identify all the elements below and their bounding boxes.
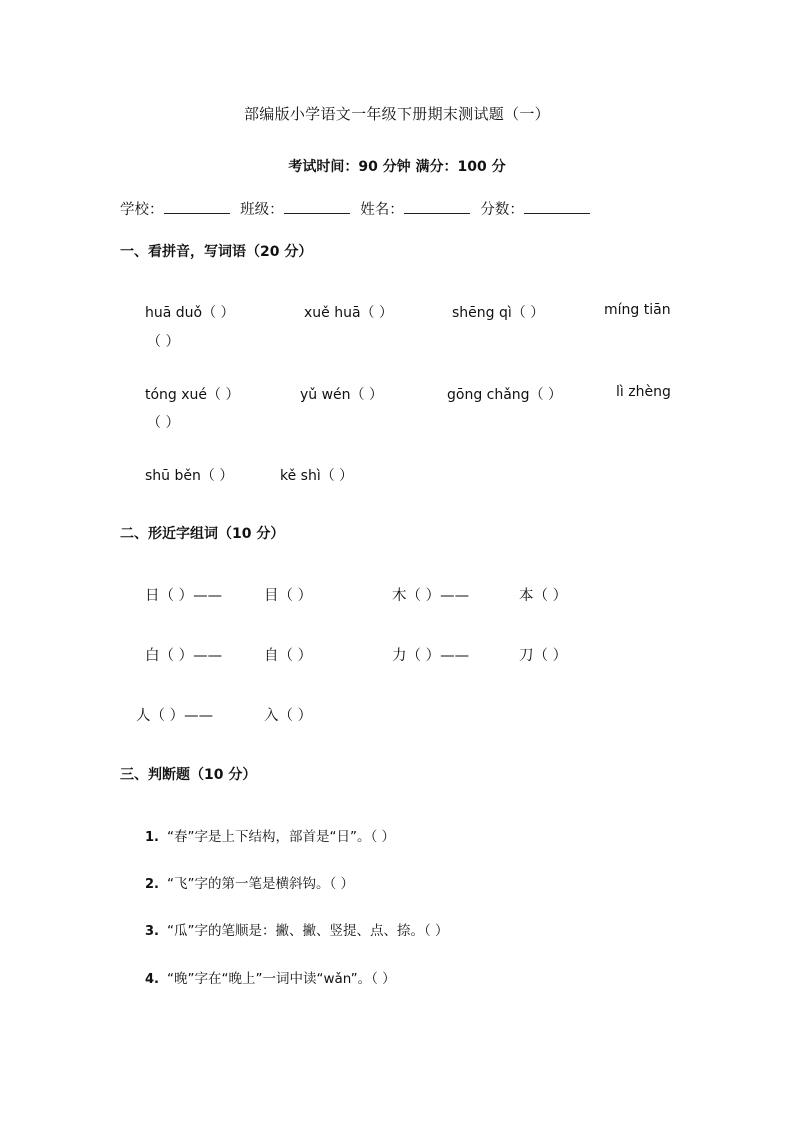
pinyin-item: [616, 384, 671, 400]
judge-item: [145, 825, 395, 845]
pinyin-item: [145, 302, 235, 322]
class-blank[interactable]: [284, 199, 350, 214]
score-label: 分数：: [480, 202, 524, 218]
judge-item: [145, 967, 396, 987]
section-1-heading: 一、看拼音，写词语（20 分）: [120, 244, 313, 260]
pinyin-text: shū běn: [145, 468, 201, 484]
char-pair-item: 力（ ）——: [392, 648, 470, 664]
char-pair-item: 刀（ ）: [519, 648, 568, 664]
pinyin-text: gōng chǎng: [447, 387, 530, 403]
answer-paren: （ ）: [147, 334, 180, 350]
item-text: “瓜”字的笔顺是：撇、撇、竖提、点、捺。（ ）: [166, 923, 449, 939]
pinyin-text: lì zhèng: [616, 384, 671, 400]
item-text: “飞”字的第一笔是横斜钩。（ ）: [166, 876, 355, 892]
pinyin-item: [145, 465, 233, 485]
class-label: 班级：: [240, 202, 284, 218]
pinyin-text: míng tiān: [604, 302, 671, 318]
page-title: 部编版小学语文一年级下册期末测试题（一）: [243, 105, 550, 123]
answer-paren: （ ）: [202, 305, 235, 321]
score-blank[interactable]: [524, 199, 590, 214]
item-number: 2.: [145, 877, 159, 892]
judge-item: [145, 919, 449, 939]
pinyin-text: yǔ wén: [300, 387, 351, 403]
char-pair-item: 日（ ）——: [145, 588, 223, 604]
pinyin-text: huā duǒ: [145, 305, 203, 321]
char-pair-item: 人（ ）——: [136, 708, 214, 724]
answer-paren: （ ）: [529, 387, 563, 403]
pinyin-item: [452, 302, 544, 322]
char-pair-item: 入（ ）: [264, 708, 313, 724]
exam-info-line: 考试时间：90 分钟 满分：100 分: [288, 159, 506, 175]
pinyin-text: kě shì: [280, 468, 321, 484]
school-blank[interactable]: [164, 199, 230, 214]
pinyin-item: [604, 302, 671, 318]
answer-paren: （ ）: [207, 387, 240, 403]
name-label: 姓名：: [360, 202, 404, 218]
char-pair-item: 本（ ）: [519, 588, 568, 604]
answer-paren: （ ）: [320, 468, 354, 484]
student-info-row: [120, 198, 596, 219]
school-label: 学校：: [120, 202, 164, 218]
answer-paren: （ ）: [147, 415, 180, 431]
pinyin-item: [280, 465, 353, 485]
char-pair-item: 白（ ）——: [145, 648, 223, 664]
pinyin-item: [447, 384, 562, 404]
answer-paren: （ ）: [511, 305, 545, 321]
pinyin-item: [304, 302, 393, 322]
item-text: “晚”字在“晚上”一词中读“wǎn”。（ ）: [166, 971, 396, 987]
item-text: “春”字是上下结构，部首是“日”。（ ）: [166, 829, 396, 845]
answer-paren: （ ）: [350, 387, 383, 403]
char-pair-item: 木（ ）——: [392, 588, 470, 604]
answer-paren: （ ）: [360, 305, 393, 321]
item-number: 3.: [145, 924, 159, 939]
name-blank[interactable]: [404, 199, 470, 214]
pinyin-text: tóng xué: [145, 387, 208, 403]
item-number: 1.: [145, 830, 159, 845]
judge-item: [145, 872, 354, 892]
section-3-heading: 三、判断题（10 分）: [120, 767, 257, 783]
char-pair-item: 目（ ）: [264, 588, 313, 604]
pinyin-item: [145, 384, 240, 404]
section-2-heading: 二、形近字组词（10 分）: [120, 526, 285, 542]
pinyin-item: [300, 384, 383, 404]
item-number: 4.: [145, 972, 159, 987]
answer-paren: （ ）: [200, 468, 234, 484]
pinyin-text: shēng qì: [452, 305, 512, 321]
pinyin-text: xuě huā: [304, 305, 361, 321]
char-pair-item: 自（ ）: [264, 648, 313, 664]
